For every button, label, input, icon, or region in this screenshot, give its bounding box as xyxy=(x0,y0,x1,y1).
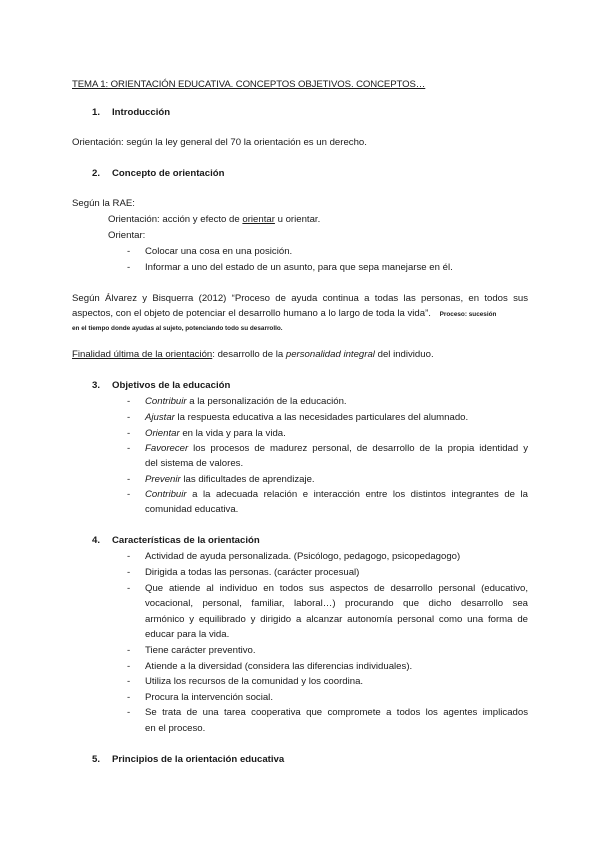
list-item-text: Informar a uno del estado de un asunto, para que sepa manejarse en él. xyxy=(145,262,453,273)
objective-verb: Contribuir xyxy=(145,489,187,500)
list-dash: - xyxy=(127,567,131,578)
objective-verb: Prevenir xyxy=(145,474,181,485)
finalidad-italic: personalidad integral xyxy=(285,349,375,360)
list-item-text: Utiliza los recursos de la comunidad y los coordina. xyxy=(145,676,364,687)
section-number: 5. xyxy=(92,754,101,765)
finalidad-text-end: del individuo. xyxy=(374,349,434,360)
section-number: 1. xyxy=(92,107,101,118)
list-dash: - xyxy=(127,474,131,485)
list-item-text xyxy=(145,412,468,424)
section-number: 4. xyxy=(92,535,101,546)
list-dash: - xyxy=(127,645,131,656)
list-item-text: Procura la intervención social. xyxy=(145,692,273,703)
list-dash: - xyxy=(127,262,131,273)
definition-orientacion xyxy=(108,214,320,226)
list-item-text: Dirigida a todas las personas. (carácter procesual) xyxy=(145,567,360,578)
objective-verb: Ajustar xyxy=(145,412,175,423)
section-heading-concepto xyxy=(92,168,224,180)
quote-text: aspectos, con el objeto de potenciar el desarrollo humano a lo largo de toda la vida”. xyxy=(72,308,431,319)
list-item-continued: del sistema de valores. xyxy=(145,458,244,469)
section-heading-caracteristicas xyxy=(92,535,260,547)
objective-verb: Contribuir xyxy=(145,396,187,407)
side-note-continued: en el tiempo donde ayudas al sujeto, potenciando todo su desarrollo. xyxy=(72,325,283,332)
list-dash: - xyxy=(127,428,131,439)
list-item-text: Colocar una cosa en una posición. xyxy=(145,246,293,257)
list-dash: - xyxy=(127,707,131,718)
section-number: 3. xyxy=(92,380,101,391)
objective-text: los procesos de madurez personal, de desarrollo de la propia identidad y xyxy=(188,443,528,454)
definition-text: Orientación: acción y efecto de xyxy=(108,214,243,225)
objective-text: en la vida y para la vida. xyxy=(179,428,286,439)
document-title: TEMA 1: ORIENTACIÓN EDUCATIVA. CONCEPTOS OBJETIVOS. CONCEPTOS… xyxy=(72,79,426,90)
objective-text: a la adecuada relación e interacción entre los distintos integrantes de la xyxy=(186,489,528,500)
section-number: 2. xyxy=(92,168,101,179)
objective-text: la respuesta educativa a las necesidades particulares del alumnado. xyxy=(174,412,469,423)
paragraph-orientacion: Orientación: según la ley general del 70 la orientación es un derecho. xyxy=(72,137,367,148)
list-item-text xyxy=(145,474,315,486)
finalidad-label: Finalidad última de la orientación xyxy=(72,349,213,360)
section-title: Principios de la orientación educativa xyxy=(112,754,285,765)
section-heading-principios xyxy=(92,754,284,766)
objective-text: a la personalización de la educación. xyxy=(186,396,347,407)
list-item-continued: educar para la vida. xyxy=(145,629,230,640)
definition-text-end: u orientar. xyxy=(274,214,321,225)
definition-underlined: orientar xyxy=(242,214,275,225)
list-item-text xyxy=(145,443,528,455)
list-item-text: Atiende a la diversidad (considera las diferencias individuales). xyxy=(145,661,413,672)
definition-orientar-label: Orientar: xyxy=(108,230,146,241)
section-heading-objetivos xyxy=(92,380,230,392)
section-title: Objetivos de la educación xyxy=(112,380,231,391)
list-item-continued: en el proceso. xyxy=(145,723,206,734)
list-item-continued: vocacional, personal, familiar, laboral…) procurando que dicho desarrollo sea xyxy=(145,598,528,609)
paragraph-rae: Según la RAE: xyxy=(72,198,135,209)
list-item-continued: comunidad educativa. xyxy=(145,504,239,515)
list-dash: - xyxy=(127,396,131,407)
list-item-text: Tiene carácter preventivo. xyxy=(145,645,256,656)
list-item-text: Que atiende al individuo en todos sus aspectos de desarrollo personal (educativo, xyxy=(145,583,528,594)
list-dash: - xyxy=(127,551,131,562)
section-heading-introduccion xyxy=(92,107,170,119)
list-item-text xyxy=(145,396,347,408)
side-note: Proceso: sucesión xyxy=(439,311,497,318)
list-dash: - xyxy=(127,583,131,594)
list-dash: - xyxy=(127,676,131,687)
list-item-continued: armónico y equilibrado y dirigido a alcanzar autonomía personal como una forma de xyxy=(145,614,528,625)
list-dash: - xyxy=(127,661,131,672)
quote-line-2 xyxy=(72,308,528,321)
list-item-text: Se trata de una tarea cooperativa que compromete a todos los agentes implicados xyxy=(145,707,528,718)
section-title: Introducción xyxy=(112,107,171,118)
quote-line-1: Según Álvarez y Bisquerra (2012) “Proceso de ayuda continua a todas las personas, en todos sus xyxy=(72,293,528,304)
list-dash: - xyxy=(127,692,131,703)
list-dash: - xyxy=(127,443,131,454)
objective-text: las dificultades de aprendizaje. xyxy=(180,474,315,485)
finalidad-text: : desarrollo de la xyxy=(212,349,286,360)
objective-verb: Orientar xyxy=(145,428,180,439)
list-item-text xyxy=(145,428,286,440)
section-title: Características de la orientación xyxy=(112,535,260,546)
list-item-text xyxy=(145,489,528,501)
list-dash: - xyxy=(127,412,131,423)
list-dash: - xyxy=(127,489,131,500)
list-dash: - xyxy=(127,246,131,257)
section-title: Concepto de orientación xyxy=(112,168,225,179)
paragraph-finalidad xyxy=(72,349,434,361)
list-item-text: Actividad de ayuda personalizada. (Psicólogo, pedagogo, psicopedagogo) xyxy=(145,551,461,562)
objective-verb: Favorecer xyxy=(145,443,189,454)
